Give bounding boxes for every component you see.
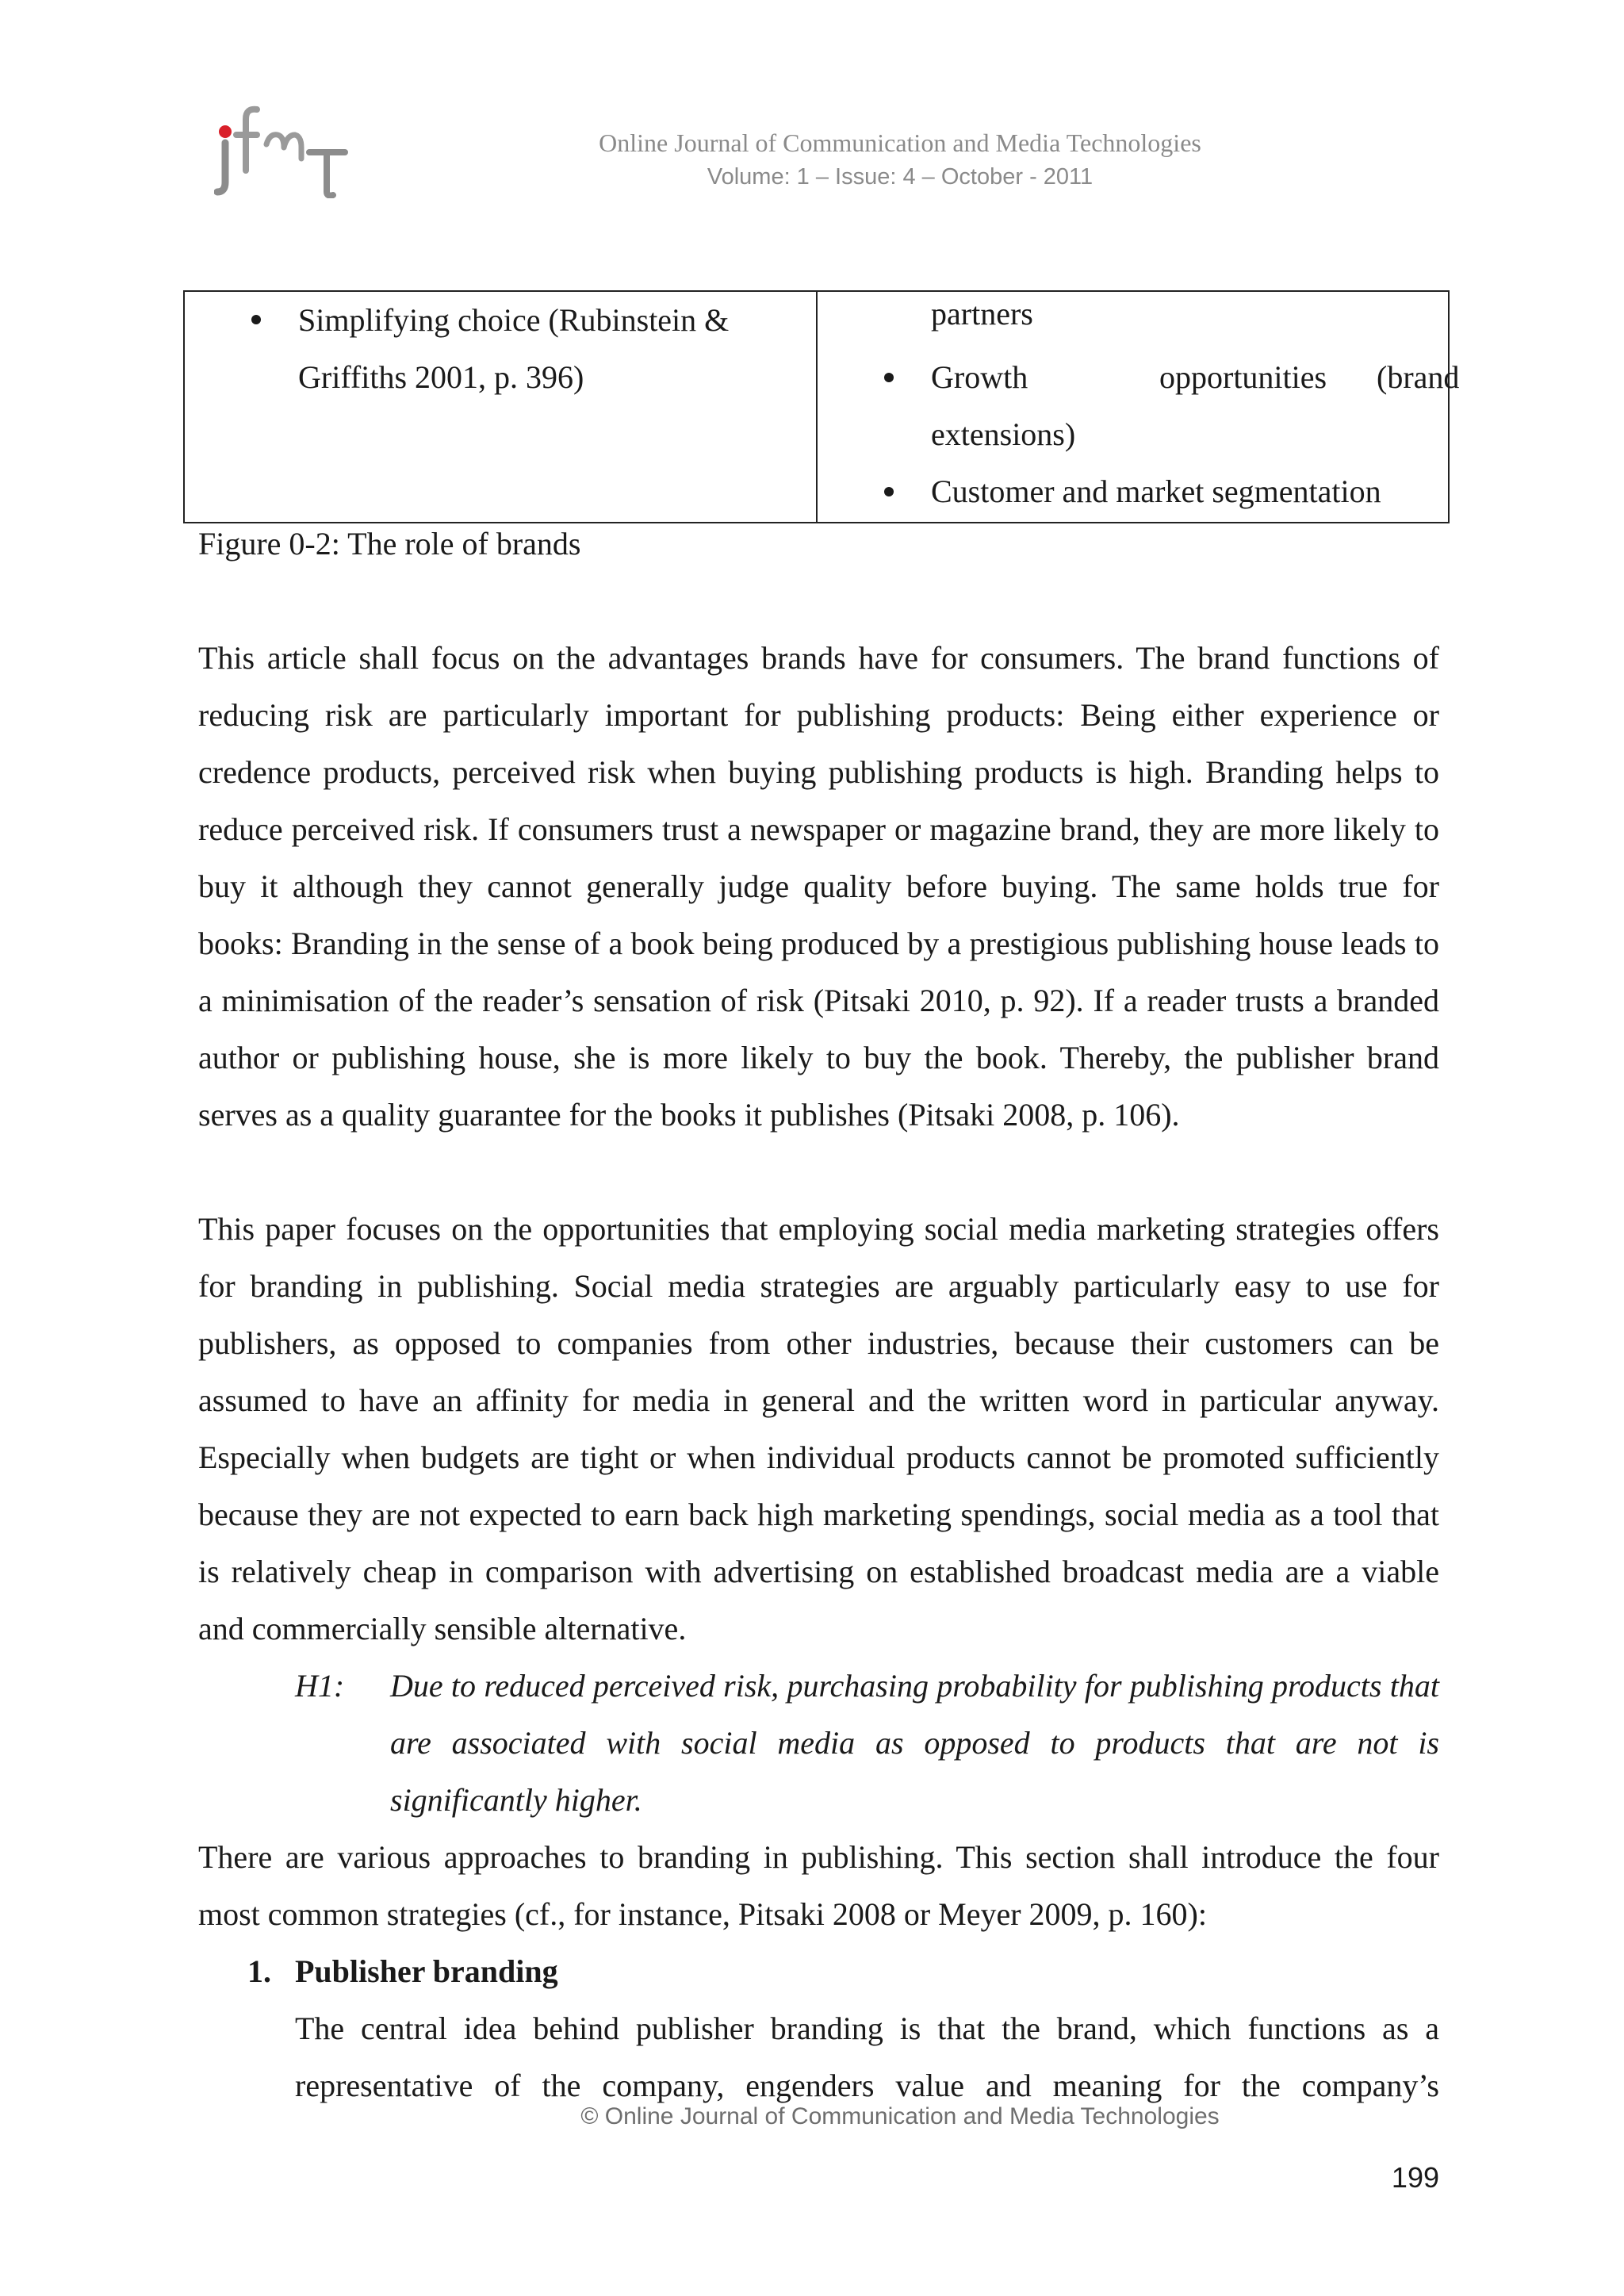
table-left-column (185, 292, 818, 522)
table-right-column (818, 292, 1460, 522)
table-right-growth-word2: opportunities (1159, 359, 1327, 395)
table-left-item-cont: Griffiths 2001, p. 396) (298, 359, 584, 395)
paragraph-social-media: This paper focuses on the opportunities that employing social media marketing strategies offers for branding in publishing. Social media strategies are arguably particularly easy to use for publishers, as opposed to companies from other industries, because their customers can be assumed to have an affinity for media in general and the written word in particular anyway. Especially when budgets are tight or when individual products cannot be promoted sufficiently because they are not expected to earn back high marketing spendings, social media as a tool that is relatively cheap in comparison with advertising on established broadcast media are a viable and commercially sensible alternative. (198, 1211, 1439, 1646)
table-right-segmentation: Customer and market segmentation (931, 473, 1381, 509)
table-right-growth-word3: (brand (1377, 359, 1460, 395)
bullet-icon (884, 373, 894, 382)
list-body-line: The central idea behind publisher branding is that the brand, which functions as a (295, 2010, 1439, 2046)
table-left-item: Simplifying choice (Rubinstein & (298, 302, 730, 338)
table-right-growth-word1: Growth (931, 359, 1028, 395)
journal-title: Online Journal of Communication and Media Technologies (599, 128, 1201, 157)
paragraph-branding-approaches: There are various approaches to branding in publishing. This section shall introduce the four most common strategies (cf., for instance, Pitsaki 2008 or Meyer 2009, p. 160): (198, 1839, 1439, 1932)
journal-volume: Volume: 1 – Issue: 4 – October - 2011 (707, 164, 1094, 190)
figure-caption: Figure 0-2: The role of brands (198, 526, 581, 562)
hypothesis-text: Due to reduced perceived risk, purchasing probability for publishing products that are associated with social media as opposed to products that are not is significantly higher. (390, 1668, 1439, 1818)
bullet-icon (884, 487, 894, 496)
list-body-line: representative of the company, engenders value and meaning for the company’s (295, 2068, 1439, 2103)
journal-logo (214, 103, 349, 198)
list-title-publisher-branding: Publisher branding (295, 1953, 558, 1989)
page-number: 199 (1391, 2161, 1439, 2194)
list-number: 1. (247, 1953, 271, 1989)
hypothesis-label: H1: (295, 1668, 345, 1704)
table-right-continuation: partners (931, 296, 1033, 332)
brand-role-table (183, 290, 1460, 523)
bullet-icon (251, 315, 261, 324)
table-right-growth-cont: extensions) (931, 416, 1076, 452)
paragraph-consumer-advantages: This article shall focus on the advantages brands have for consumers. The brand functions of reducing risk are particularly important for publishing products: Being either experience or credence products, perceived risk when buying publishing products is high. Branding helps to reduce perceived risk. If consumers trust a newspaper or magazine brand, they are more likely to buy it although they cannot generally judge quality before buying. The same holds true for books: Branding in the sense of a book being produced by a prestigious publishing house leads to a minimisation of the reader’s sensation of risk (Pitsaki 2010, p. 92). If a reader trusts a branded author or publishing house, she is more likely to buy the book. Thereby, the publisher brand serves as a quality guarantee for the books it publishes (Pitsaki 2008, p. 106). (198, 640, 1439, 1133)
footer-copyright: © Online Journal of Communication and Media Technologies (580, 2103, 1220, 2129)
